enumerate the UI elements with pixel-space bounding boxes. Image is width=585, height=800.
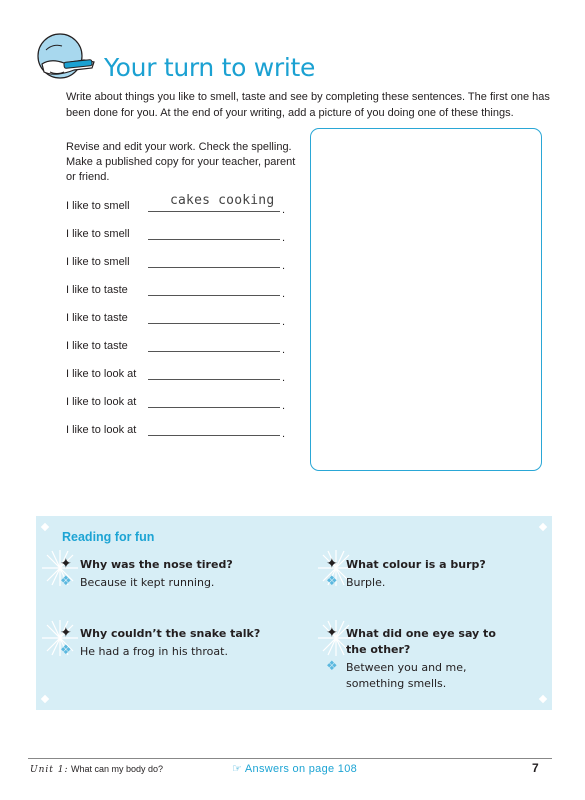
full-stop: . xyxy=(282,316,286,328)
page-title: Your turn to write xyxy=(104,53,316,82)
diamond-icon: ❖ xyxy=(60,574,72,589)
joke-question: What did one eye say to the other? xyxy=(346,627,496,656)
sentence-label: I like to taste xyxy=(66,312,128,324)
panel-notch xyxy=(41,523,49,531)
panel-notch xyxy=(539,695,547,703)
full-stop: . xyxy=(282,204,286,216)
sentence-label: I like to taste xyxy=(66,340,128,352)
full-stop: . xyxy=(282,232,286,244)
writing-line[interactable] xyxy=(148,351,280,352)
writing-line[interactable] xyxy=(148,211,280,212)
hand-holding-pencil-icon xyxy=(34,30,98,90)
sentence-row xyxy=(66,250,296,278)
instructions-text: Write about things you like to smell, taste and see by completing these sentences. The first one has been done for you. At the end of your writing, add a picture of you doing one of these things. xyxy=(66,91,550,119)
sentence-row xyxy=(66,194,296,222)
full-stop: . xyxy=(282,344,286,356)
joke-item xyxy=(324,626,504,692)
joke-question: What colour is a burp? xyxy=(346,558,486,571)
unit-title: What can my body do? xyxy=(71,764,164,774)
joke-item xyxy=(324,557,524,591)
footer-rule xyxy=(28,758,552,759)
star-icon: ✦ xyxy=(326,556,338,572)
footer-unit xyxy=(30,764,163,775)
reading-for-fun-title: Reading for fun xyxy=(62,530,155,544)
joke-question: Why couldn’t the snake talk? xyxy=(80,627,261,640)
full-stop: . xyxy=(282,428,286,440)
full-stop: . xyxy=(282,260,286,272)
sentence-row xyxy=(66,222,296,250)
star-icon: ✦ xyxy=(326,625,338,641)
diamond-icon: ❖ xyxy=(60,643,72,658)
sentence-label: I like to taste xyxy=(66,284,128,296)
sentence-label: I like to look at xyxy=(66,396,137,408)
star-icon: ✦ xyxy=(60,556,72,572)
writing-line[interactable] xyxy=(148,267,280,268)
answers-text: Answers on page 108 xyxy=(244,763,358,775)
joke-question: Why was the nose tired? xyxy=(80,558,233,571)
sentence-list xyxy=(66,194,296,446)
sentence-row xyxy=(66,278,296,306)
sentence-label: I like to smell xyxy=(66,256,130,268)
joke-answer: Because it kept running. xyxy=(80,576,215,589)
sentence-row xyxy=(66,362,296,390)
writing-line[interactable] xyxy=(148,239,280,240)
diamond-icon: ❖ xyxy=(326,659,338,674)
joke-answer: He had a frog in his throat. xyxy=(80,645,228,658)
joke-item xyxy=(58,626,298,660)
writing-line[interactable] xyxy=(148,295,280,296)
handwritten-answer: cakes cooking xyxy=(170,193,275,208)
joke-answer: Burple. xyxy=(346,576,386,589)
sentence-label: I like to smell xyxy=(66,228,130,240)
writing-line[interactable] xyxy=(148,323,280,324)
answers-reference xyxy=(232,762,357,775)
joke-answer: Between you and me, something smells. xyxy=(346,661,467,690)
picture-drawing-box[interactable] xyxy=(310,128,542,471)
full-stop: . xyxy=(282,288,286,300)
diamond-icon: ❖ xyxy=(326,574,338,589)
joke-item xyxy=(58,557,288,591)
full-stop: . xyxy=(282,372,286,384)
sentence-label: I like to look at xyxy=(66,368,137,380)
panel-notch xyxy=(539,523,547,531)
pointing-hand-icon: ☞ xyxy=(232,763,243,775)
sentence-row xyxy=(66,306,296,334)
sentence-row xyxy=(66,390,296,418)
unit-prefix: Unit 1: xyxy=(30,765,69,775)
full-stop: . xyxy=(282,400,286,412)
writing-line[interactable] xyxy=(148,407,280,408)
panel-notch xyxy=(41,695,49,703)
sentence-row xyxy=(66,418,296,446)
sentence-label: I like to look at xyxy=(66,424,137,436)
revise-instructions: Revise and edit your work. Check the spelling. Make a published copy for your teacher, parent or friend. xyxy=(66,141,296,183)
writing-line[interactable] xyxy=(148,379,280,380)
sentence-label: I like to smell xyxy=(66,200,130,212)
sentence-row xyxy=(66,334,296,362)
writing-line[interactable] xyxy=(148,435,280,436)
page-number: 7 xyxy=(532,761,539,775)
star-icon: ✦ xyxy=(60,625,72,641)
